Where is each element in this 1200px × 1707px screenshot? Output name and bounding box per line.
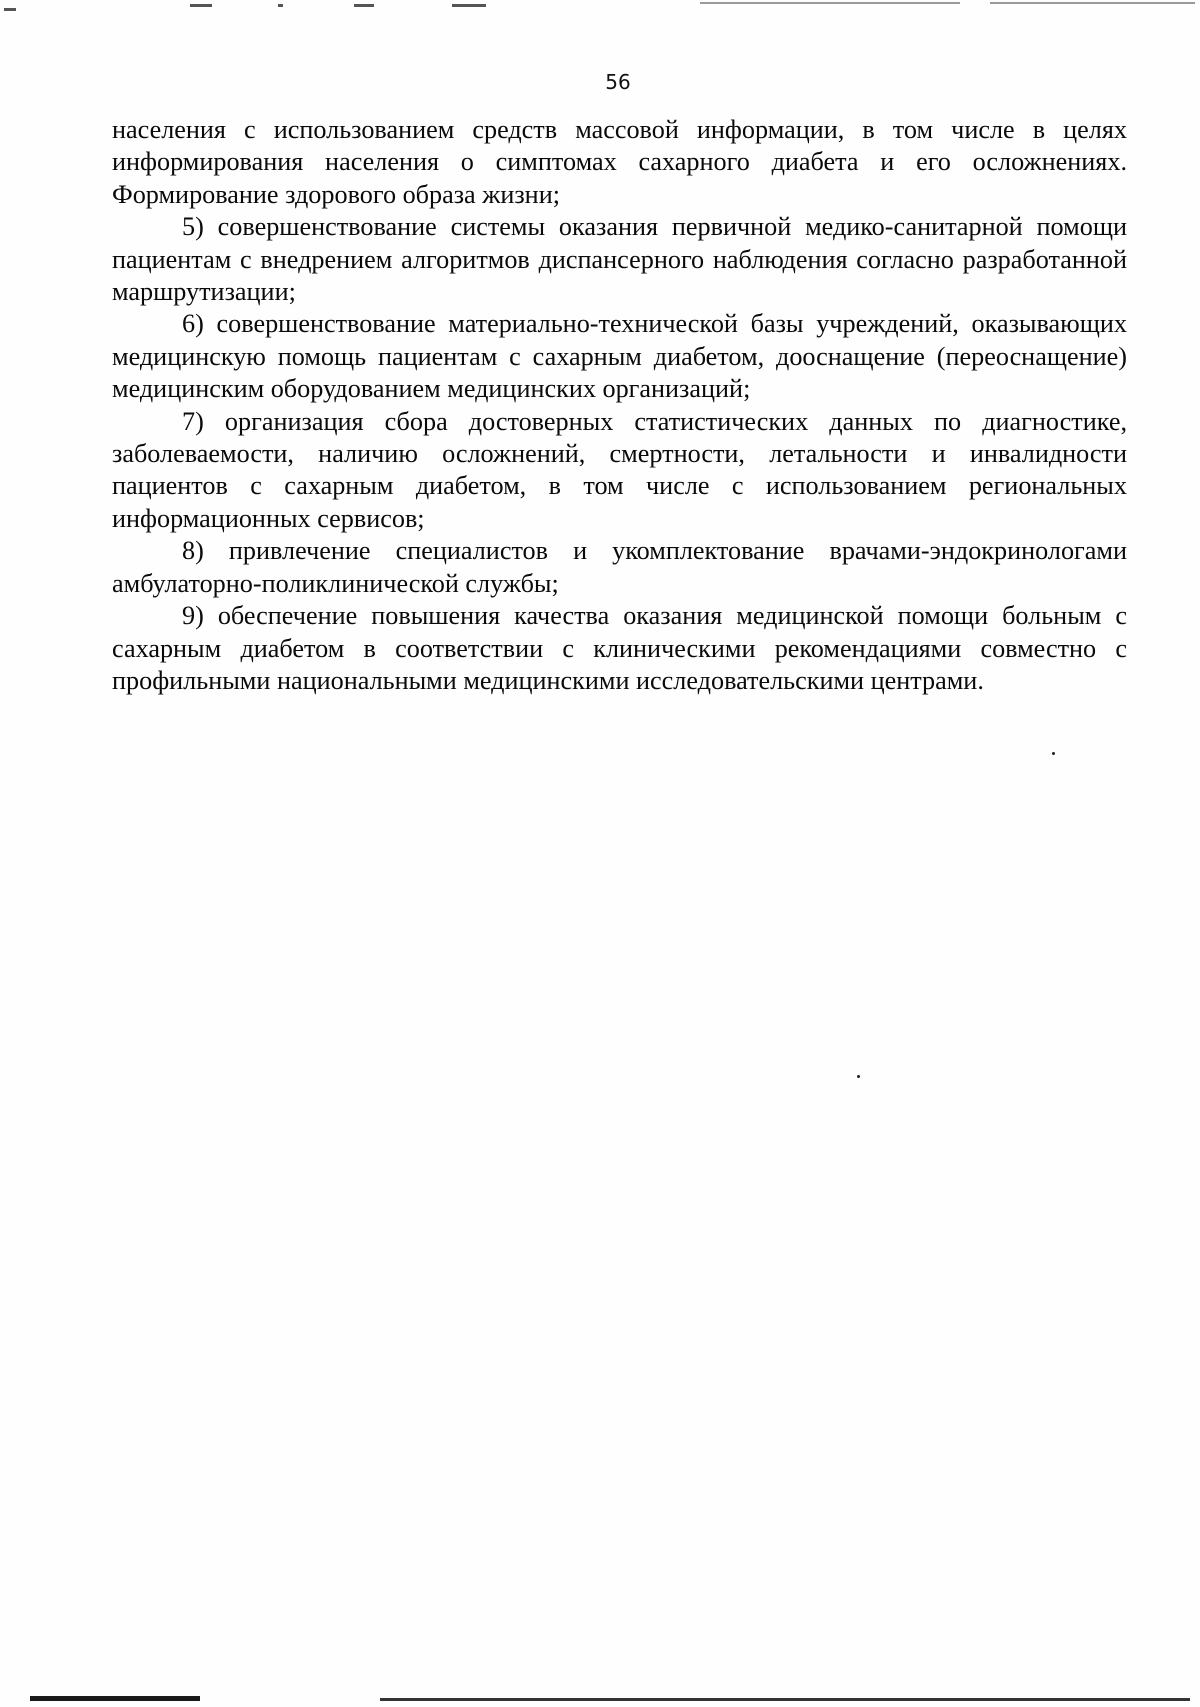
scan-artifact xyxy=(380,1698,1190,1701)
paragraph: 9) обеспечение повышения качества оказания медицинской помощи больным с сахарным диабетом в соответствии с клиническими рекомендациями совместно с профильными национальными медицинскими исследовательскими центрами. xyxy=(112,601,1127,695)
document-body xyxy=(112,114,1127,697)
paragraph: населения с использованием средств массовой информации, в том числе в целях информирования населения о симптомах сахарного диабета и его осложнениях. Формирование здорового образа жизни; xyxy=(112,115,1127,209)
scan-artifact xyxy=(278,4,283,7)
paragraph: 8) привлечение специалистов и укомплектование врачами-эндокринологами амбулаторно-поликлинической службы; xyxy=(112,536,1127,598)
page-number: 56 xyxy=(605,70,631,94)
scan-artifact xyxy=(452,4,486,7)
scan-artifact xyxy=(354,4,374,7)
paragraph: 5) совершенствование системы оказания первичной медико-санитарной помощи пациентам с внедрением алгоритмов диспансерного наблюдения согласно разработанной маршрутизации; xyxy=(112,212,1127,307)
scan-artifact xyxy=(190,4,212,7)
paragraph: 7) организация сбора достоверных статистических данных по диагностике, заболеваемости, наличию осложнений, смертности, летальности и инвалидности пациентов с сахарным диабетом, в том числе с использованием региональных информационных сервисов; xyxy=(112,406,1127,533)
scan-artifact xyxy=(1052,752,1055,755)
paragraph: 6) совершенствование материально-технической базы учреждений, оказывающих медицинскую помощь пациентам с сахарным диабетом, дооснащение (переоснащение) медицинским оборудованием медицинских организаций; xyxy=(112,309,1127,404)
scan-artifact xyxy=(30,1696,200,1701)
scan-artifact xyxy=(857,1075,860,1078)
scan-artifact xyxy=(4,8,16,11)
scan-artifact xyxy=(700,2,960,4)
scan-artifact xyxy=(990,2,1195,4)
